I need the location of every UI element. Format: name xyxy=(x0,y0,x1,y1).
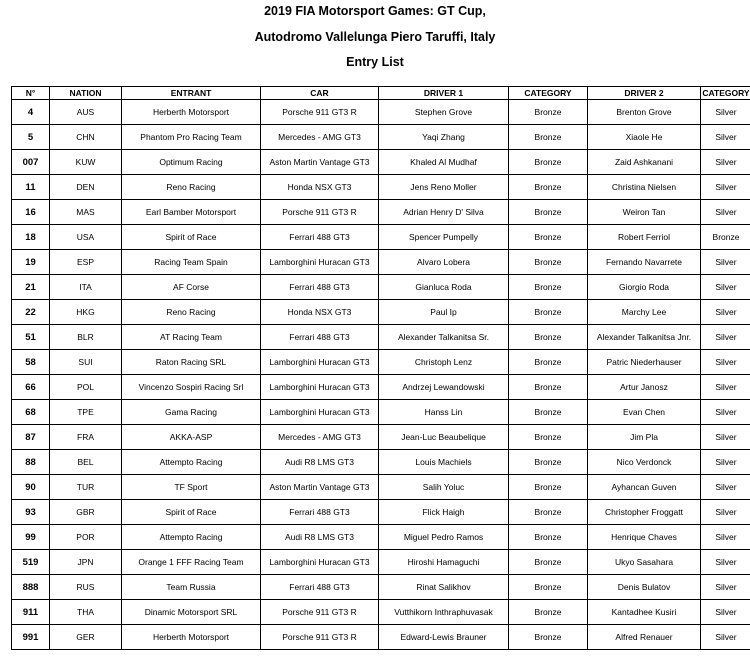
cell-entrant: Attempto Racing xyxy=(122,525,261,550)
cell-driver2: Evan Chen xyxy=(588,400,701,425)
table-row xyxy=(12,175,750,200)
cell-category2: Silver xyxy=(701,200,750,225)
cell-category1: Bronze xyxy=(509,300,588,325)
cell-number: 18 xyxy=(12,225,50,250)
cell-number: 66 xyxy=(12,375,50,400)
cell-category2: Silver xyxy=(701,300,750,325)
cell-entrant: Raton Racing SRL xyxy=(122,350,261,375)
table-row xyxy=(12,550,750,575)
cell-category2: Silver xyxy=(701,625,750,650)
list-title: Entry List xyxy=(346,55,404,69)
cell-category1: Bronze xyxy=(509,325,588,350)
cell-category2: Bronze xyxy=(701,225,750,250)
table-row xyxy=(12,500,750,525)
col-header-car: CAR xyxy=(261,87,379,100)
cell-entrant: Gama Racing xyxy=(122,400,261,425)
cell-driver1: Hiroshi Hamaguchi xyxy=(379,550,509,575)
cell-nation: KUW xyxy=(50,150,122,175)
cell-nation: ITA xyxy=(50,275,122,300)
cell-car: Lamborghini Huracan GT3 xyxy=(261,375,379,400)
cell-entrant: AT Racing Team xyxy=(122,325,261,350)
cell-entrant: Attempto Racing xyxy=(122,450,261,475)
cell-number: 991 xyxy=(12,625,50,650)
cell-nation: POL xyxy=(50,375,122,400)
cell-category2: Silver xyxy=(701,400,750,425)
cell-number: 888 xyxy=(12,575,50,600)
cell-driver2: Christopher Froggatt xyxy=(588,500,701,525)
cell-entrant: AKKA-ASP xyxy=(122,425,261,450)
table-row xyxy=(12,100,750,125)
cell-driver2: Kantadhee Kusiri xyxy=(588,600,701,625)
cell-driver1: Christoph Lenz xyxy=(379,350,509,375)
cell-entrant: Racing Team Spain xyxy=(122,250,261,275)
header-row xyxy=(12,87,750,100)
cell-driver1: Vutthikorn Inthraphuvasak xyxy=(379,600,509,625)
cell-category2: Silver xyxy=(701,100,750,125)
cell-nation: GBR xyxy=(50,500,122,525)
cell-category1: Bronze xyxy=(509,275,588,300)
cell-car: Porsche 911 GT3 R xyxy=(261,200,379,225)
cell-nation: THA xyxy=(50,600,122,625)
cell-driver1: Jens Reno Moller xyxy=(379,175,509,200)
cell-category1: Bronze xyxy=(509,200,588,225)
cell-nation: FRA xyxy=(50,425,122,450)
cell-driver2: Xiaole He xyxy=(588,125,701,150)
cell-driver1: Stephen Grove xyxy=(379,100,509,125)
cell-category1: Bronze xyxy=(509,475,588,500)
cell-number: 4 xyxy=(12,100,50,125)
cell-number: 007 xyxy=(12,150,50,175)
cell-nation: TUR xyxy=(50,475,122,500)
cell-driver2: Denis Bulatov xyxy=(588,575,701,600)
cell-nation: MAS xyxy=(50,200,122,225)
cell-driver1: Spencer Pumpelly xyxy=(379,225,509,250)
table-row xyxy=(12,475,750,500)
cell-nation: BLR xyxy=(50,325,122,350)
cell-driver1: Jean-Luc Beaubelique xyxy=(379,425,509,450)
cell-nation: CHN xyxy=(50,125,122,150)
cell-category1: Bronze xyxy=(509,450,588,475)
cell-category2: Silver xyxy=(701,425,750,450)
cell-driver1: Louis Machiels xyxy=(379,450,509,475)
table-row xyxy=(12,400,750,425)
cell-nation: RUS xyxy=(50,575,122,600)
table-row xyxy=(12,275,750,300)
cell-category1: Bronze xyxy=(509,500,588,525)
cell-category2: Silver xyxy=(701,325,750,350)
col-header-driver2: DRIVER 2 xyxy=(588,87,701,100)
cell-driver2: Giorgio Roda xyxy=(588,275,701,300)
table-row xyxy=(12,200,750,225)
cell-entrant: Reno Racing xyxy=(122,300,261,325)
cell-category2: Silver xyxy=(701,250,750,275)
cell-driver2: Ayhancan Guven xyxy=(588,475,701,500)
cell-car: Lamborghini Huracan GT3 xyxy=(261,250,379,275)
cell-category2: Silver xyxy=(701,450,750,475)
cell-driver2: Nico Verdonck xyxy=(588,450,701,475)
cell-car: Porsche 911 GT3 R xyxy=(261,600,379,625)
cell-number: 90 xyxy=(12,475,50,500)
cell-driver2: Marchy Lee xyxy=(588,300,701,325)
cell-driver1: Hanss Lin xyxy=(379,400,509,425)
cell-entrant: Phantom Pro Racing Team xyxy=(122,125,261,150)
cell-category1: Bronze xyxy=(509,150,588,175)
cell-driver2: Zaid Ashkanani xyxy=(588,150,701,175)
cell-number: 19 xyxy=(12,250,50,275)
cell-category1: Bronze xyxy=(509,525,588,550)
cell-driver1: Edward-Lewis Brauner xyxy=(379,625,509,650)
table-row xyxy=(12,300,750,325)
cell-driver2: Weiron Tan xyxy=(588,200,701,225)
cell-nation: AUS xyxy=(50,100,122,125)
cell-category2: Silver xyxy=(701,275,750,300)
cell-entrant: Spirit of Race xyxy=(122,500,261,525)
cell-category1: Bronze xyxy=(509,575,588,600)
cell-nation: GER xyxy=(50,625,122,650)
table-row xyxy=(12,625,750,650)
cell-car: Porsche 911 GT3 R xyxy=(261,100,379,125)
cell-nation: SUI xyxy=(50,350,122,375)
cell-category2: Silver xyxy=(701,600,750,625)
cell-driver2: Jim Pla xyxy=(588,425,701,450)
cell-driver1: Yaqi Zhang xyxy=(379,125,509,150)
cell-car: Lamborghini Huracan GT3 xyxy=(261,550,379,575)
cell-driver2: Alfred Renauer xyxy=(588,625,701,650)
cell-entrant: Reno Racing xyxy=(122,175,261,200)
table-body xyxy=(12,100,750,650)
cell-category1: Bronze xyxy=(509,550,588,575)
cell-nation: ESP xyxy=(50,250,122,275)
cell-number: 51 xyxy=(12,325,50,350)
cell-category2: Silver xyxy=(701,500,750,525)
cell-category2: Silver xyxy=(701,125,750,150)
table-row xyxy=(12,450,750,475)
cell-number: 88 xyxy=(12,450,50,475)
cell-category2: Silver xyxy=(701,150,750,175)
cell-entrant: Herberth Motorsport xyxy=(122,100,261,125)
cell-nation: DEN xyxy=(50,175,122,200)
cell-car: Ferrari 488 GT3 xyxy=(261,225,379,250)
cell-car: Ferrari 488 GT3 xyxy=(261,575,379,600)
cell-entrant: Herberth Motorsport xyxy=(122,625,261,650)
cell-entrant: AF Corse xyxy=(122,275,261,300)
table-row xyxy=(12,525,750,550)
entry-list-table xyxy=(11,86,750,650)
cell-driver2: Fernando Navarrete xyxy=(588,250,701,275)
cell-category1: Bronze xyxy=(509,350,588,375)
cell-category2: Silver xyxy=(701,175,750,200)
cell-car: Audi R8 LMS GT3 xyxy=(261,525,379,550)
cell-nation: HKG xyxy=(50,300,122,325)
cell-driver2: Henrique Chaves xyxy=(588,525,701,550)
cell-car: Porsche 911 GT3 R xyxy=(261,625,379,650)
cell-nation: BEL xyxy=(50,450,122,475)
cell-category1: Bronze xyxy=(509,225,588,250)
cell-driver1: Gianluca Roda xyxy=(379,275,509,300)
cell-car: Lamborghini Huracan GT3 xyxy=(261,350,379,375)
cell-driver2: Alexander Talkanitsa Jnr. xyxy=(588,325,701,350)
cell-number: 519 xyxy=(12,550,50,575)
col-header-category2: CATEGORY xyxy=(702,88,750,98)
cell-category2: Silver xyxy=(701,475,750,500)
cell-driver1: Alexander Talkanitsa Sr. xyxy=(379,325,509,350)
cell-driver1: Salih Yoluc xyxy=(379,475,509,500)
cell-car: Mercedes - AMG GT3 xyxy=(261,125,379,150)
cell-driver1: Adrian Henry D' Silva xyxy=(379,200,509,225)
cell-number: 5 xyxy=(12,125,50,150)
col-header-category1: CATEGORY xyxy=(509,87,588,100)
cell-entrant: Spirit of Race xyxy=(122,225,261,250)
table-row xyxy=(12,325,750,350)
cell-nation: TPE xyxy=(50,400,122,425)
cell-nation: USA xyxy=(50,225,122,250)
cell-number: 11 xyxy=(12,175,50,200)
cell-car: Aston Martin Vantage GT3 xyxy=(261,150,379,175)
cell-category2: Silver xyxy=(701,550,750,575)
cell-entrant: Orange 1 FFF Racing Team xyxy=(122,550,261,575)
cell-car: Ferrari 488 GT3 xyxy=(261,325,379,350)
cell-entrant: TF Sport xyxy=(122,475,261,500)
cell-category2: Silver xyxy=(701,375,750,400)
cell-car: Ferrari 488 GT3 xyxy=(261,500,379,525)
cell-category1: Bronze xyxy=(509,625,588,650)
cell-category2: Silver xyxy=(701,575,750,600)
cell-category1: Bronze xyxy=(509,125,588,150)
col-header-driver1: DRIVER 1 xyxy=(379,87,509,100)
col-header-nation: NATION xyxy=(50,87,122,100)
cell-driver1: Alvaro Lobera xyxy=(379,250,509,275)
cell-driver1: Rinat Salikhov xyxy=(379,575,509,600)
cell-entrant: Team Russia xyxy=(122,575,261,600)
cell-car: Honda NSX GT3 xyxy=(261,175,379,200)
cell-category1: Bronze xyxy=(509,425,588,450)
col-header-number: N° xyxy=(12,87,50,100)
cell-driver1: Khaled Al Mudhaf xyxy=(379,150,509,175)
cell-car: Audi R8 LMS GT3 xyxy=(261,450,379,475)
cell-driver2: Robert Ferriol xyxy=(588,225,701,250)
cell-car: Honda NSX GT3 xyxy=(261,300,379,325)
cell-category1: Bronze xyxy=(509,600,588,625)
cell-entrant: Vincenzo Sospiri Racing Srl xyxy=(122,375,261,400)
cell-entrant: Optimum Racing xyxy=(122,150,261,175)
cell-driver1: Andrzej Lewandowski xyxy=(379,375,509,400)
table-row xyxy=(12,350,750,375)
cell-nation: JPN xyxy=(50,550,122,575)
cell-driver2: Ukyo Sasahara xyxy=(588,550,701,575)
cell-number: 22 xyxy=(12,300,50,325)
cell-category1: Bronze xyxy=(509,250,588,275)
cell-category2: Silver xyxy=(701,350,750,375)
cell-number: 68 xyxy=(12,400,50,425)
cell-car: Ferrari 488 GT3 xyxy=(261,275,379,300)
cell-number: 911 xyxy=(12,600,50,625)
cell-category1: Bronze xyxy=(509,375,588,400)
table-row xyxy=(12,150,750,175)
cell-number: 58 xyxy=(12,350,50,375)
venue-title: Autodromo Vallelunga Piero Taruffi, Italy xyxy=(254,30,496,44)
cell-nation: POR xyxy=(50,525,122,550)
table-row xyxy=(12,425,750,450)
table-row xyxy=(12,575,750,600)
cell-driver2: Patric Niederhauser xyxy=(588,350,701,375)
cell-driver2: Christina Nielsen xyxy=(588,175,701,200)
table-row xyxy=(12,250,750,275)
table-row xyxy=(12,375,750,400)
cell-category2: Silver xyxy=(701,525,750,550)
cell-driver1: Paul Ip xyxy=(379,300,509,325)
table-row xyxy=(12,125,750,150)
cell-entrant: Dinamic Motorsport SRL xyxy=(122,600,261,625)
cell-number: 93 xyxy=(12,500,50,525)
cell-car: Lamborghini Huracan GT3 xyxy=(261,400,379,425)
cell-number: 87 xyxy=(12,425,50,450)
cell-entrant: Earl Bamber Motorsport xyxy=(122,200,261,225)
table-row xyxy=(12,225,750,250)
cell-category1: Bronze xyxy=(509,400,588,425)
table-row xyxy=(12,600,750,625)
cell-car: Mercedes - AMG GT3 xyxy=(261,425,379,450)
cell-number: 16 xyxy=(12,200,50,225)
cell-driver1: Flick Haigh xyxy=(379,500,509,525)
event-title: 2019 FIA Motorsport Games: GT Cup, xyxy=(264,4,486,18)
cell-driver2: Brenton Grove xyxy=(588,100,701,125)
col-header-entrant: ENTRANT xyxy=(122,87,261,100)
cell-driver2: Artur Janosz xyxy=(588,375,701,400)
cell-driver1: Miguel Pedro Ramos xyxy=(379,525,509,550)
cell-number: 21 xyxy=(12,275,50,300)
cell-car: Aston Martin Vantage GT3 xyxy=(261,475,379,500)
cell-number: 99 xyxy=(12,525,50,550)
cell-category1: Bronze xyxy=(509,175,588,200)
cell-category1: Bronze xyxy=(509,100,588,125)
